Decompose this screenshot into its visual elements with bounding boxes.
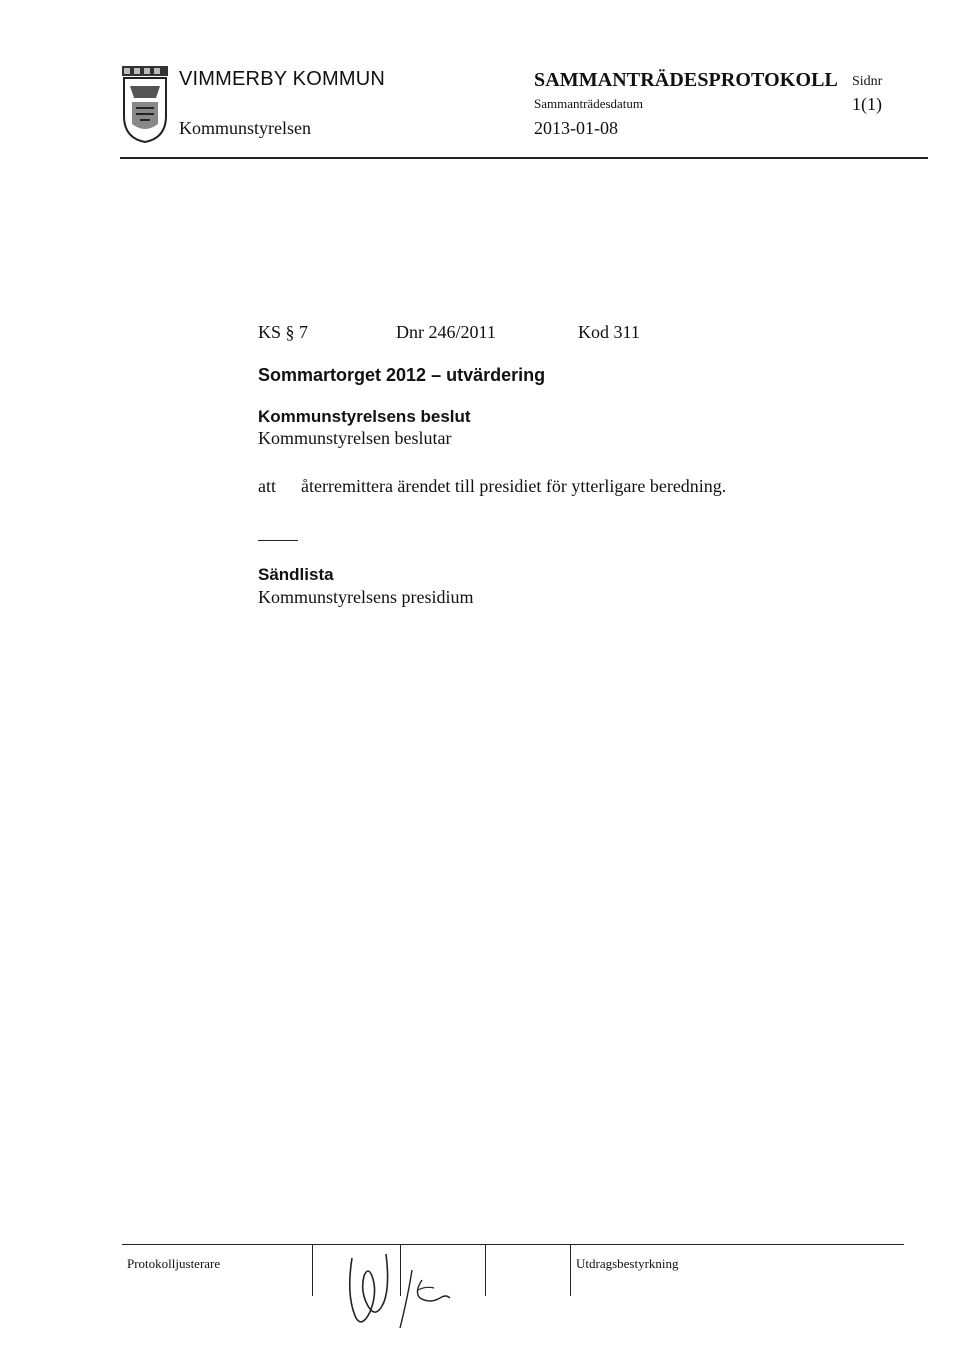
distribution-item: Kommunstyrelsens presidium [258, 587, 474, 607]
diary-number: Dnr 246/2011 [396, 322, 496, 342]
department-name: Kommunstyrelsen [179, 118, 311, 138]
meeting-date: 2013-01-08 [534, 118, 618, 138]
decision-att: att [258, 476, 276, 496]
header-divider [120, 157, 928, 159]
decision-text: återremittera ärendet till presidiet för ytterligare beredning. [301, 476, 727, 496]
section-divider [258, 540, 298, 541]
adjuster-label: Protokolljusterare [127, 1256, 221, 1271]
decision-heading: Kommunstyrelsens beslut [258, 407, 471, 426]
document-type: SAMMANTRÄDESPROTOKOLL [534, 69, 838, 91]
page-number: 1(1) [852, 94, 882, 114]
decision-intro: Kommunstyrelsen beslutar [258, 428, 452, 448]
meeting-date-label: Sammanträdesdatum [534, 96, 644, 111]
footer-separator [312, 1244, 313, 1296]
footer-separator [570, 1244, 571, 1296]
footer-divider [122, 1244, 904, 1245]
case-number: KS § 7 [258, 322, 309, 342]
organization-name: VIMMERBY KOMMUN [179, 68, 385, 90]
signature-icon [330, 1236, 490, 1336]
municipal-crest-icon [120, 64, 170, 144]
certification-label: Utdragsbestyrkning [576, 1256, 679, 1271]
page-number-label: Sidnr [852, 74, 883, 89]
case-code: Kod 311 [578, 322, 640, 342]
distribution-heading: Sändlista [258, 565, 334, 584]
case-subject: Sommartorget 2012 – utvärdering [258, 365, 546, 385]
